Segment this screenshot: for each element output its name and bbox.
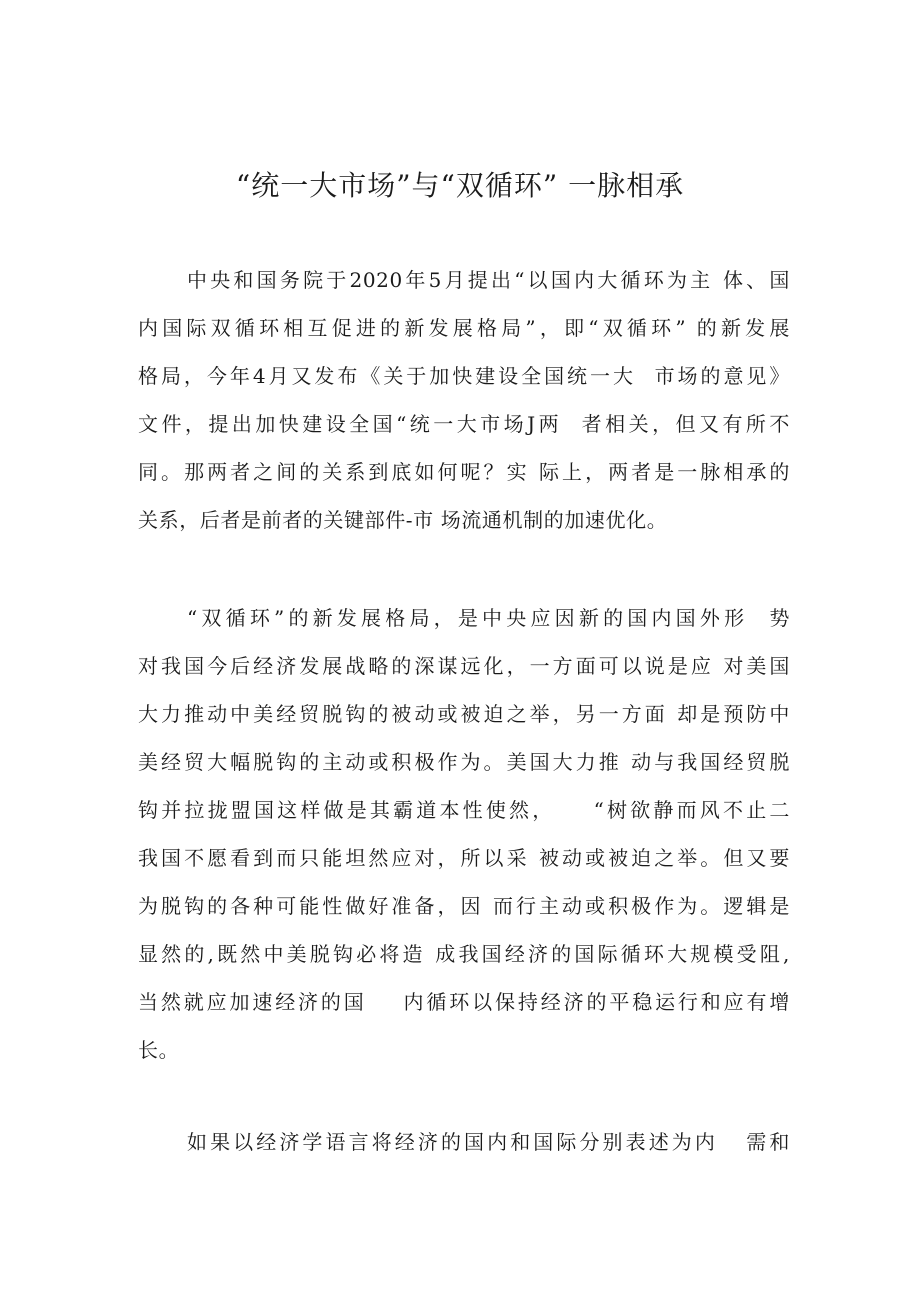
paragraph-2-line-7: 为脱钩的各种可能性做好准备，因 而行主动或积极作为。逻辑是: [138, 894, 790, 918]
paragraph-1-line-3: 格局，今年4月又发布《关于加快建设全国统一大 市场的意见》: [138, 364, 790, 388]
paragraph-1-line-5: 同。那两者之间的关系到底如何呢？实 际上，两者是一脉相承的: [138, 460, 790, 484]
paragraph-2-line-8: 显然的,既然中美脱钩必将造 成我国经济的国际循环大规模受阻,: [138, 942, 790, 966]
paragraph-2-line-10: 长。: [138, 1038, 180, 1062]
paragraph-3-line-1: 如果以经济学语言将经济的国内和国际分别表述为内 需和: [187, 1130, 790, 1154]
paragraph-2-line-5: 钩并拉拢盟国这样做是其霸道本性使然， “树欲静而风不止二: [138, 798, 790, 822]
paragraph-1-line-6: 关系，后者是前者的关键部件-市 场流通机制的加速优化。: [138, 508, 668, 532]
document-title: “统一大市场”与“双循环” 一脉相承: [235, 169, 685, 202]
paragraph-1-line-1: 中央和国务院于2020年5月提出“以国内大循环为主 体、国: [187, 268, 790, 292]
paragraph-2-line-6: 我国不愿看到而只能坦然应对，所以采 被动或被迫之举。但又要: [138, 846, 790, 870]
paragraph-2-line-2: 对我国今后经济发展战略的深谋远化，一方面可以说是应 对美国: [138, 654, 790, 678]
paragraph-1-line-2: 内国际双循环相互促进的新发展格局”，即“双循环” 的新发展: [138, 316, 790, 340]
paragraph-2-line-9: 当然就应加速经济的国 内循环以保持经济的平稳运行和应有增: [138, 990, 790, 1014]
paragraph-2-line-1: “双循环”的新发展格局，是中央应因新的国内国外形 势: [187, 606, 790, 630]
paragraph-2-line-4: 美经贸大幅脱钩的主动或积极作为。美国大力推 动与我国经贸脱: [138, 750, 790, 774]
paragraph-1-line-4: 文件，提出加快建设全国“统一大市场J两 者相关，但又有所不: [138, 412, 790, 436]
paragraph-2-line-3: 大力推动中美经贸脱钩的被动或被迫之举，另一方面 却是预防中: [138, 702, 790, 726]
